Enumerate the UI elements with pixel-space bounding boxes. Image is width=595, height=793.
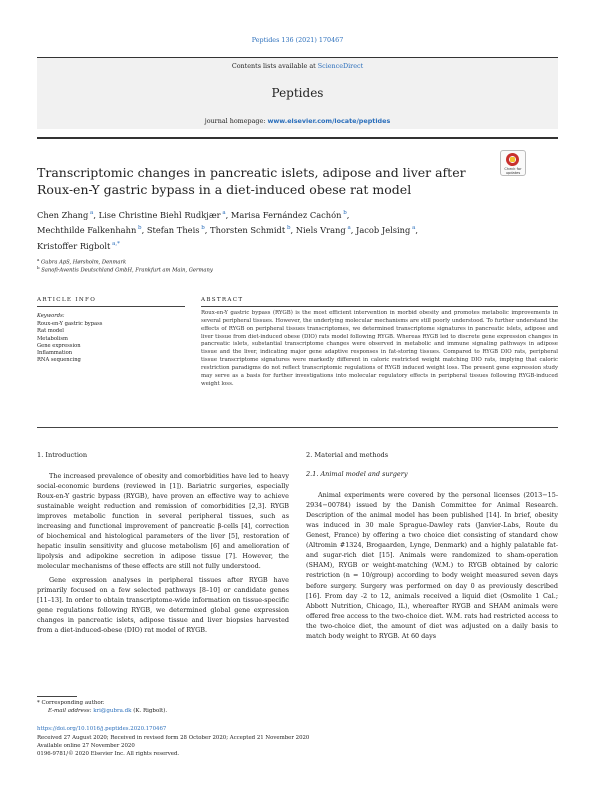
author-line-2: [37, 222, 507, 237]
author-name: , Jacob Jelsing: [350, 225, 411, 236]
author-name: , Thorsten Schmidt: [204, 225, 286, 236]
author-affiliation-marker[interactable]: a: [88, 210, 94, 216]
introduction-paragraph: The increased prevalence of obesity and comorbidities have led to heavy social-economic burdens (reviewed in [1]). Bariatric surgeries, especially Roux-en-Y gastric bypass (RYGB), have proven an effective way to achieve sustainable weight reduction and remission of comorbidities [2,3]. RYGB improves metabolic function in several peripheral tissues, such as increasing and functional improvement of pancreatic β-cells [4], correction of biochemical and histological parameters of the liver [5], restoration of hepatic insulin sensitivity and glucose metabolism [6] and amelioration of lipolysis and adipokine secretion in adipose tissue [7]. However, the molecular mechanisms of these effects are still not fully understood.: [37, 472, 289, 571]
email-label: E-mail address:: [48, 708, 94, 714]
article-info-rule: [37, 306, 185, 307]
email-link[interactable]: kri@gubra.dk: [93, 708, 132, 714]
footnote-rule: [37, 696, 77, 697]
abstract-rule: [201, 306, 558, 307]
available-online: Available online 27 November 2020: [37, 743, 135, 749]
email-suffix: (K. Rigbolt).: [131, 708, 168, 714]
affiliation-b: $^b$ Sanofi-Aventis Deutschland GmbH, Frankfurt am Main, Germany: [37, 265, 213, 274]
abstract-bottom-rule: [37, 427, 558, 428]
received-dates: Received 27 August 2020; Received in revised form 28 October 2020; Accepted 21 November 2020: [37, 735, 310, 741]
email-note: [48, 708, 167, 716]
keyword-item: Gene expression: [37, 342, 81, 349]
contents-line: [37, 62, 558, 70]
methods-paragraph: Animal experiments were covered by the personal licenses (2013−15-2934−00784) issued by the Danish Committee for Animal Research. Description of the animal model has been published [14]. In brief, obesity was induced in 30 male Sprague-Dawley rats (Janvier-Labs, Route du Genest, France) by offering a two choice diet consisting of standard chow (Altromin #1324, Brogaarden, Lynge, Denmark) and a highly palatable fat- and sugar-rich diet [15]. Animals were randomized to sham-operation (SHAM), RYGB or weight-matching (W.M.) to RYGB obtained by caloric restriction (n = 10/group) according to body weight measured seven days before surgery. Surgery was performed on day 0 as previously described [16]. From day -2 to 12, animals received a liquid diet (Osmolite 1 Cal.; Abbott Nutrition, Chicago, IL), whereafter RYGB and SHAM animals were offered free access to the two-choice diet. W.M. rats had restricted access to the two-choice diet, the amount of diet was adjusted on a daily basis to match body weight to RYGB. At 60 days: [306, 491, 558, 640]
methods-heading: 2. Material and methods: [306, 451, 389, 459]
author-list: [37, 207, 507, 253]
journal-homepage: [37, 117, 558, 125]
author-name: ,: [415, 225, 418, 236]
author-name: Kristoffer Rigbolt: [37, 240, 111, 251]
abstract-heading: ABSTRACT: [201, 297, 244, 303]
keyword-item: Roux-en-Y gastric bypass: [37, 321, 103, 327]
author-name: , Lise Christine Biehl Rudkjær: [93, 209, 221, 220]
keyword-item: Rat model: [37, 328, 64, 335]
title-line-1: Transcriptomic changes in pancreatic islets, adipose and liver after: [37, 165, 466, 180]
affiliation-a: $^a$ Gubra ApS, Hørsholm, Denmark: [37, 257, 127, 266]
methods-subheading: 2.1. Animal model and surgery: [306, 470, 408, 479]
author-affiliation-marker[interactable]: a: [410, 225, 416, 232]
doi-link[interactable]: https://doi.org/10.1016/j.peptides.2020.170467: [37, 726, 167, 732]
author-line-1: [37, 207, 507, 222]
author-affiliation-marker[interactable]: b: [199, 225, 205, 232]
author-name: Chen Zhang: [37, 209, 89, 220]
author-name: , Stefan Theis: [141, 225, 200, 236]
keyword-item: Metabolism: [37, 335, 68, 342]
abstract-text: Roux-en-Y gastric bypass (RYGB) is the most efficient intervention in morbid obesity and promotes metabolic improvements in several peripheral tissues. However, the underlying molecular mechanisms are still poorly understood. To further understand the effects of RYGB on peripheral tissues transcriptomes, we determined transcriptome signatures in pancreatic islets, adipose and liver tissue from diet-induced obese (DIO) rats model following RYGB. Whereas RYGB led to discrete gene expression changes in pancreatic islets, substantial transcriptome changes were observed in metabolic and immune signaling pathways in adipose tissue and the liver, indicating major gene adaptive responses in fat-storing tissues. Compared to RYGB DIO rats, peripheral tissue transcriptome signatures were markedly different in caloric restricted weight matching DIO rats, implying that caloric restriction paradigms do not reflect transcriptomic regulations of RYGB induced weight loss. The present gene expression study may serve as a basis for further investigations into molecular regulatory effects in peripheral tissues following RYGB-induced weight loss.: [201, 310, 558, 387]
crossmark-label-2: updates: [505, 170, 521, 175]
author-name: , Niels Vrang: [290, 225, 346, 236]
keywords-label: Keywords:: [37, 313, 65, 319]
author-affiliation-marker[interactable]: a: [220, 210, 226, 216]
author-name: , Marisa Fernández Cachón: [225, 209, 342, 220]
author-affiliation-marker[interactable]: b: [285, 225, 291, 232]
introduction-heading: 1. Introduction: [37, 451, 88, 459]
author-affiliation-marker[interactable]: a: [345, 225, 351, 232]
header-rule: [37, 137, 558, 139]
copyright: 0196-9781/© 2020 Elsevier Inc. All rights reserved.: [37, 751, 180, 757]
title-line-2: Roux-en-Y gastric bypass in a diet-induced obese rat model: [37, 182, 412, 197]
journal-name: Peptides: [271, 86, 324, 100]
keyword-item: RNA sequencing: [37, 357, 81, 364]
homepage-prefix: journal homepage:: [204, 117, 268, 125]
crossmark-label-1: Check for: [504, 167, 522, 171]
article-info-heading: ARTICLE INFO: [37, 297, 97, 303]
article-title: [37, 164, 477, 198]
sciencedirect-link[interactable]: ScienceDirect: [317, 62, 364, 70]
author-line-3: [37, 238, 507, 253]
author-affiliation-marker[interactable]: b: [136, 225, 142, 232]
homepage-link[interactable]: www.elsevier.com/locate/peptides: [267, 117, 391, 125]
contents-prefix: Contents lists available at: [231, 62, 318, 70]
journal-reference[interactable]: Peptides 136 (2021) 170467: [251, 36, 344, 44]
author-name: ,: [346, 209, 350, 220]
crossmark-icon[interactable]: [500, 150, 526, 176]
keyword-item: Inflammation: [37, 350, 73, 357]
introduction-column: [37, 450, 289, 635]
methods-column: [306, 450, 558, 641]
author-affiliation-marker[interactable]: a,*: [110, 240, 120, 247]
keyword-list: [37, 321, 187, 365]
introduction-paragraph: Gene expression analyses in peripheral tissues after RYGB have primarily focused on a few selected pathways [8–10] or candidate genes [11–13]. In order to obtain transcriptome-wide information on tissue-specific gene regulations following RYGB, we determined global gene expression changes in pancreatic islets, adipose tissue and liver biopsies harvested from a diet-induced-obese (DIO) rat model of RYGB.: [37, 575, 289, 634]
author-name: Mechthilde Falkenhahn: [37, 225, 137, 236]
author-affiliation-marker[interactable]: b: [341, 210, 347, 216]
corresponding-author-note: * Corresponding author.: [37, 700, 105, 706]
